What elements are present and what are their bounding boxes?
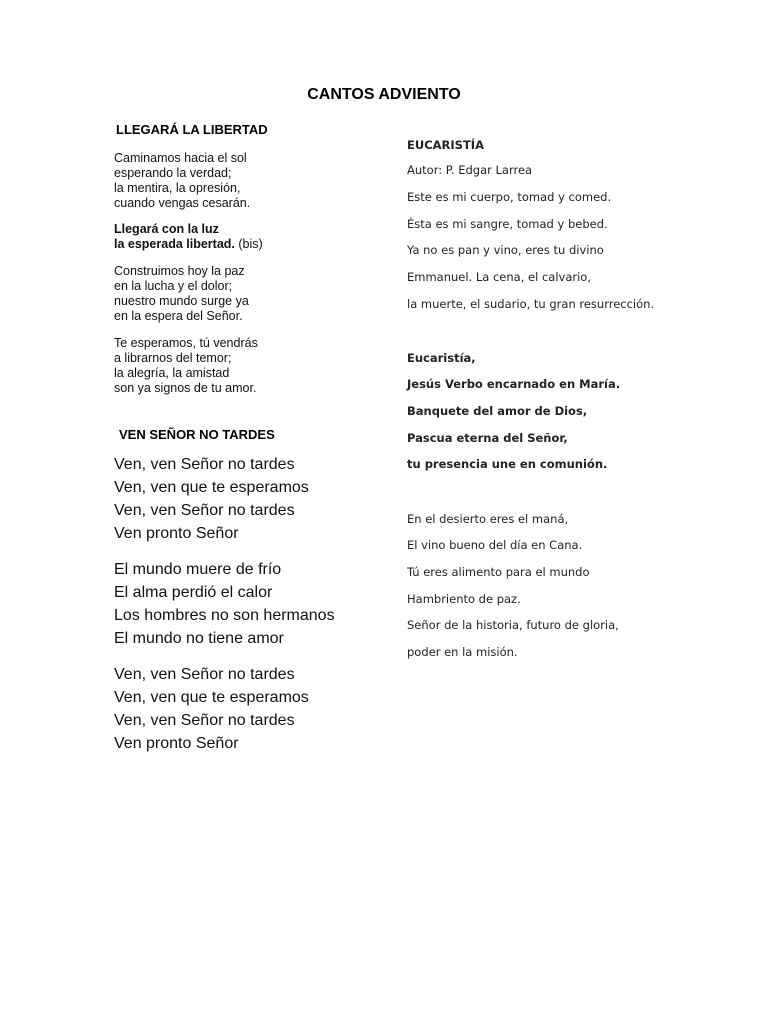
lyric-line: Emmanuel. La cena, el calvario, [407, 270, 591, 284]
chorus-line: tu presencia une en comunión. [407, 457, 608, 471]
lyric-line: la muerte, el sudario, tu gran resurrección. [407, 297, 655, 311]
chorus-line: Banquete del amor de Dios, [407, 404, 588, 418]
lyric-line: El mundo muere de frío [114, 561, 282, 578]
lyric-line: Los hombres no son hermanos [114, 607, 335, 624]
lyric-line: Ven, ven Señor no tardes [114, 456, 295, 473]
lyric-line: a librarnos del temor; [114, 351, 232, 365]
lyric-line: Ésta es mi sangre, tomad y bebed. [407, 217, 608, 231]
stanza-3 [114, 336, 258, 396]
lyric-line: El alma perdió el calor [114, 584, 273, 601]
chorus-ven-2 [114, 663, 309, 755]
lyric-line: El vino bueno del día en Cana. [407, 538, 583, 552]
stanza-1 [114, 151, 250, 211]
lyric-line: en la espera del Señor. [114, 309, 243, 323]
lyric-line: En el desierto eres el maná, [407, 512, 569, 526]
lyric-line: Ven pronto Señor [114, 525, 239, 542]
lyric-line: la alegría, la amistad [114, 366, 230, 380]
lyric-line: Este es mi cuerpo, tomad y comed. [407, 190, 612, 204]
chorus-line: Jesús Verbo encarnado en María. [407, 377, 621, 391]
lyric-line: El mundo no tiene amor [114, 630, 284, 647]
lyric-line: Tú eres alimento para el mundo [407, 565, 590, 579]
lyric-line: Ven, ven Señor no tardes [114, 502, 295, 519]
lyric-line: Ven, ven que te esperamos [114, 689, 309, 706]
lyric-line: en la lucha y el dolor; [114, 279, 233, 293]
chorus-line: la esperada libertad. [114, 237, 235, 251]
lyric-line: nuestro mundo surge ya [114, 294, 249, 308]
lyric-line: Ven, ven Señor no tardes [114, 666, 295, 683]
eucaristia-body [407, 163, 707, 763]
stanza-ven [114, 558, 335, 650]
lyric-line: Ven pronto Señor [114, 735, 239, 752]
lyric-line: Hambriento de paz. [407, 592, 521, 606]
lyric-line: cuando vengas cesarán. [114, 196, 251, 210]
lyric-line: Ven, ven que te esperamos [114, 479, 309, 496]
lyric-line: la mentira, la opresión, [114, 181, 241, 195]
song-heading-eucaristia: EUCARISTÍA [407, 138, 484, 152]
chorus-line: Eucaristía, [407, 351, 476, 365]
chorus-line: Pascua eterna del Señor, [407, 431, 568, 445]
author-line: Autor: P. Edgar Larrea [407, 163, 533, 177]
stanza-2 [114, 264, 249, 324]
song-heading-llegara: LLEGARÁ LA LIBERTAD [116, 122, 268, 137]
lyric-line: son ya signos de tu amor. [114, 381, 257, 395]
bis-marker: (bis) [234, 237, 263, 251]
lyric-line: poder en la misión. [407, 645, 518, 659]
lyric-line: Señor de la historia, futuro de gloria, [407, 618, 619, 632]
document-title: CANTOS ADVIENTO [307, 86, 461, 103]
lyric-line: Te esperamos, tú vendrás [114, 336, 258, 350]
lyric-line: Ven, ven Señor no tardes [114, 712, 295, 729]
lyric-line: Caminamos hacia el sol [114, 151, 247, 165]
chorus-llegara [114, 222, 263, 252]
lyric-line: Construimos hoy la paz [114, 264, 245, 278]
chorus-line: Llegará con la luz [114, 222, 219, 236]
lyric-line: esperando la verdad; [114, 166, 232, 180]
chorus-ven-1 [114, 453, 309, 545]
song-heading-ven-senor: VEN SEÑOR NO TARDES [119, 427, 275, 442]
lyric-line: Ya no es pan y vino, eres tu divino [407, 243, 604, 257]
